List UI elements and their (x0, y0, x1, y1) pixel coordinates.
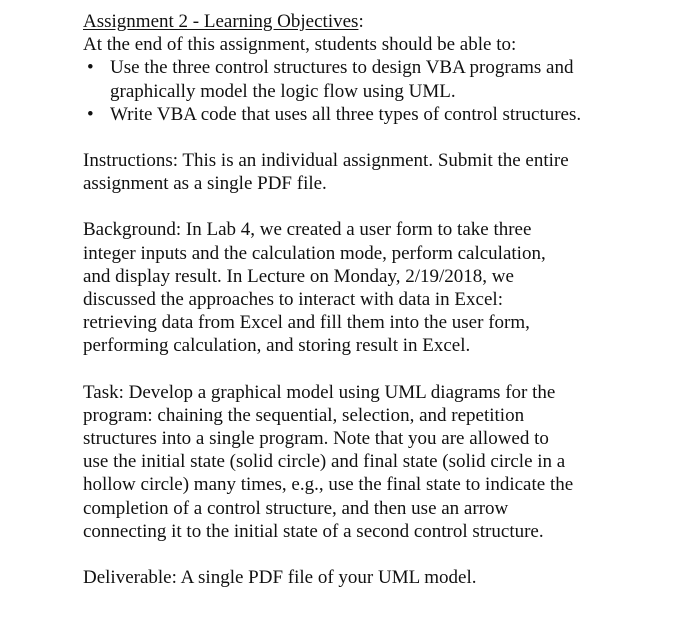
heading-line (83, 10, 683, 33)
objective-text: Use the three control structures to design VBA programs and (110, 57, 574, 79)
objective-text: Write VBA code that uses all three types of control structures. (110, 103, 582, 125)
paragraph-line: hollow circle) many times, e.g., use the final state to indicate the (83, 474, 574, 496)
instructions-paragraph (83, 149, 683, 195)
paragraph-line: use the initial state (solid circle) and final state (solid circle in a (83, 451, 566, 473)
paragraph-spacer (83, 543, 683, 566)
assignment-document (83, 10, 683, 589)
paragraph-line: and display result. In Lecture on Monday, 2/19/2018, we (83, 265, 514, 287)
paragraph-line: discussed the approaches to interact with data in Excel: (83, 289, 503, 311)
paragraph-line: assignment as a single PDF file. (83, 173, 327, 195)
paragraph-line: program: chaining the sequential, selection, and repetition (83, 404, 525, 426)
paragraph-line: Instructions: This is an individual assignment. Submit the entire (83, 150, 569, 172)
bullet-icon: • (87, 103, 94, 125)
paragraph-line: Task: Develop a graphical model using UML diagrams for the (83, 381, 556, 403)
paragraph-line: integer inputs and the calculation mode, perform calculation, (83, 242, 546, 264)
paragraph-line: Background: In Lab 4, we created a user form to take three (83, 219, 532, 241)
objectives-intro: At the end of this assignment, students should be able to: (83, 34, 517, 56)
bullet-icon: • (87, 57, 94, 79)
paragraph-line: performing calculation, and storing result in Excel. (83, 335, 471, 357)
paragraph-line: completion of a control structure, and then use an arrow (83, 497, 509, 519)
objective-item (87, 56, 683, 102)
assignment-title: Assignment 2 - Learning Objectives (83, 11, 359, 32)
paragraph-line: connecting it to the initial state of a second control structure. (83, 520, 544, 542)
task-paragraph (83, 381, 683, 543)
background-paragraph (83, 218, 683, 357)
paragraph-line: retrieving data from Excel and fill them into the user form, (83, 312, 530, 334)
deliverable-line: Deliverable: A single PDF file of your UML model. (83, 567, 477, 589)
objective-text-continued: graphically model the logic flow using UML. (110, 80, 456, 102)
paragraph-spacer (83, 195, 683, 218)
paragraph-spacer (83, 126, 683, 149)
paragraph-line: structures into a single program. Note that you are allowed to (83, 428, 549, 450)
paragraph-spacer (83, 358, 683, 381)
objective-item (87, 103, 683, 126)
title-colon: : (358, 11, 364, 32)
